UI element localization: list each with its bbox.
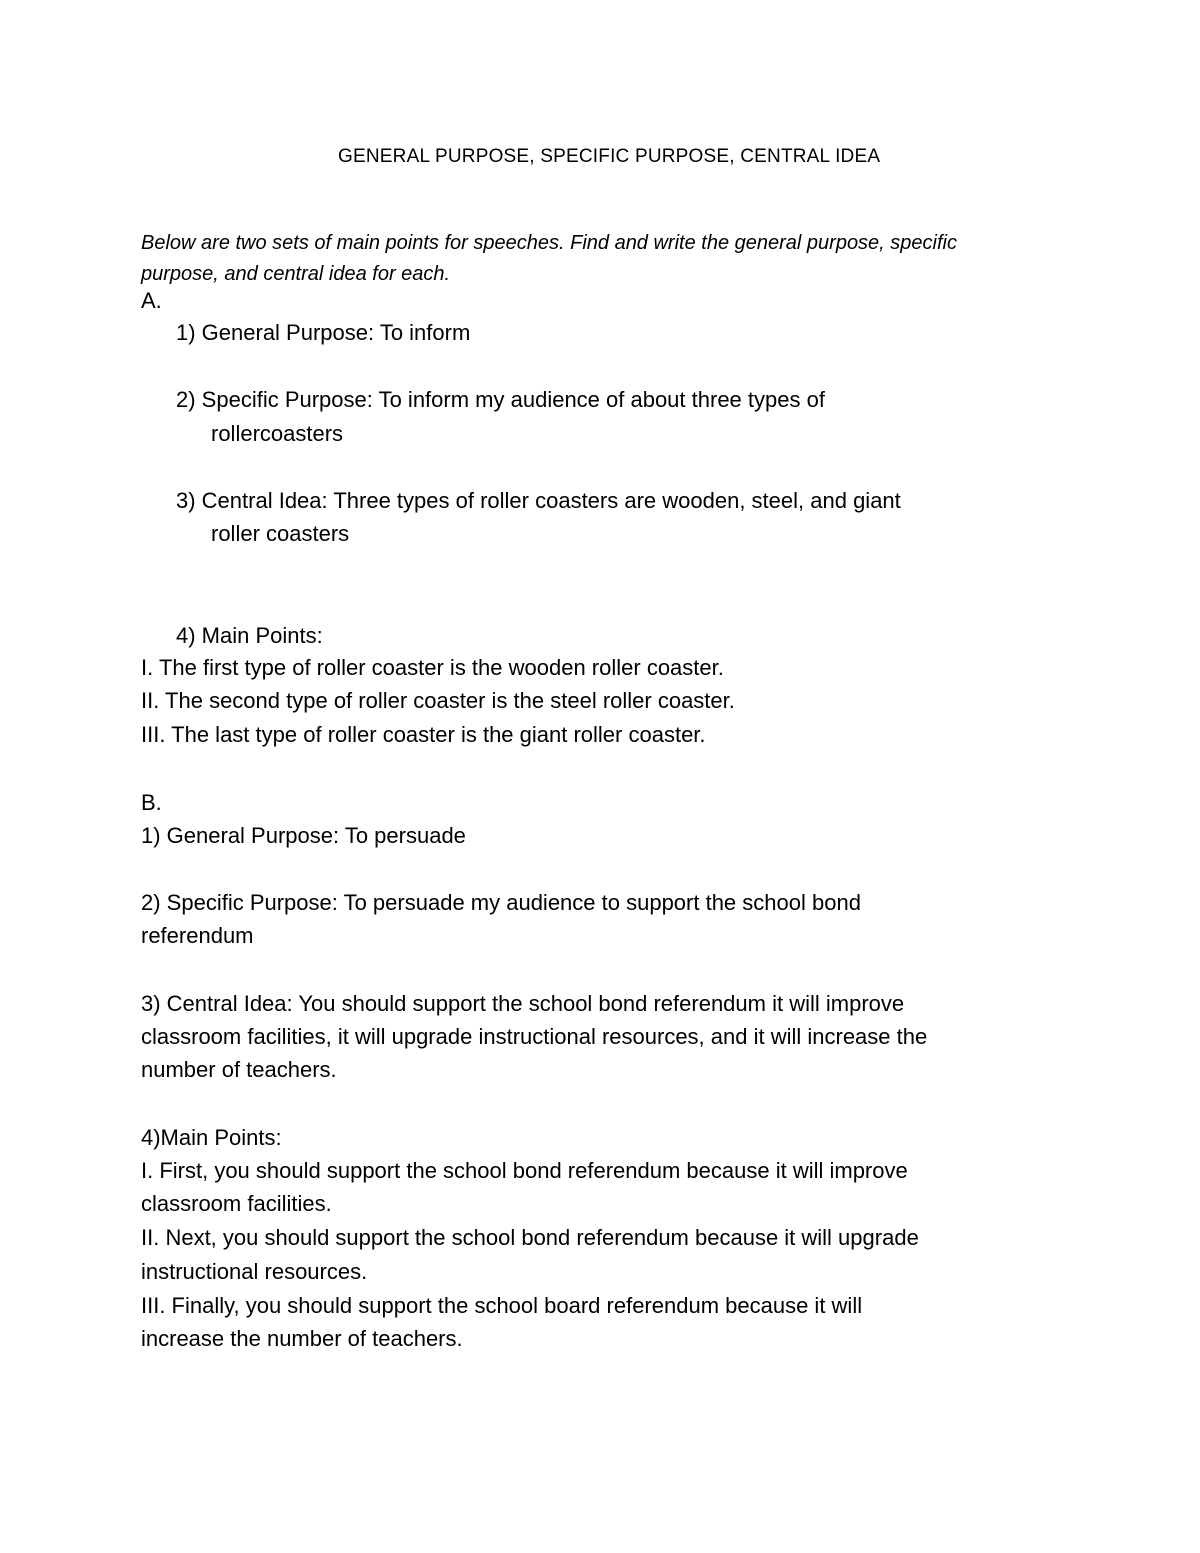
- section-b-specific-purpose-line-2: referendum: [141, 923, 254, 948]
- section-b-main-point-1-line-2: classroom facilities.: [141, 1191, 332, 1216]
- section-a-main-points-heading: 4) Main Points:: [176, 623, 323, 648]
- section-b-main-points-heading: 4)Main Points:: [141, 1125, 282, 1150]
- section-a-central-idea-line-1: 3) Central Idea: Three types of roller coasters are wooden, steel, and giant: [176, 488, 901, 513]
- section-a-main-point-1: I. The first type of roller coaster is the wooden roller coaster.: [141, 655, 724, 680]
- section-b-label: B.: [141, 790, 162, 815]
- section-a-specific-purpose-line-2: rollercoasters: [211, 421, 344, 446]
- section-a-main-point-3: III. The last type of roller coaster is the giant roller coaster.: [141, 722, 706, 747]
- section-a-label: A.: [141, 288, 162, 313]
- section-a-general-purpose: 1) General Purpose: To inform: [176, 320, 471, 345]
- section-a-central-idea-line-2: roller coasters: [211, 521, 350, 546]
- section-b-main-point-2-line-2: instructional resources.: [141, 1259, 368, 1284]
- section-b-main-point-3-line-1: III. Finally, you should support the school board referendum because it will: [141, 1293, 863, 1318]
- section-b-central-idea-line-3: number of teachers.: [141, 1057, 337, 1082]
- section-b-general-purpose: 1) General Purpose: To persuade: [141, 823, 466, 848]
- section-b-central-idea-line-1: 3) Central Idea: You should support the school bond referendum it will improve: [141, 991, 905, 1016]
- instructions-line-1: Below are two sets of main points for speeches. Find and write the general purpose, specific: [141, 232, 957, 254]
- section-b-main-point-1-line-1: I. First, you should support the school bond referendum because it will improve: [141, 1158, 908, 1183]
- section-b-main-point-3-line-2: increase the number of teachers.: [141, 1326, 463, 1351]
- section-b-specific-purpose-line-1: 2) Specific Purpose: To persuade my audience to support the school bond: [141, 890, 861, 915]
- section-b-central-idea-line-2: classroom facilities, it will upgrade instructional resources, and it will increase the: [141, 1024, 928, 1049]
- section-a-specific-purpose-line-1: 2) Specific Purpose: To inform my audience of about three types of: [176, 387, 825, 412]
- page-title: GENERAL PURPOSE, SPECIFIC PURPOSE, CENTRAL IDEA: [338, 146, 881, 167]
- instructions-line-2: purpose, and central idea for each.: [141, 263, 451, 285]
- section-b-main-point-2-line-1: II. Next, you should support the school bond referendum because it will upgrade: [141, 1225, 919, 1250]
- section-a-main-point-2: II. The second type of roller coaster is the steel roller coaster.: [141, 688, 735, 713]
